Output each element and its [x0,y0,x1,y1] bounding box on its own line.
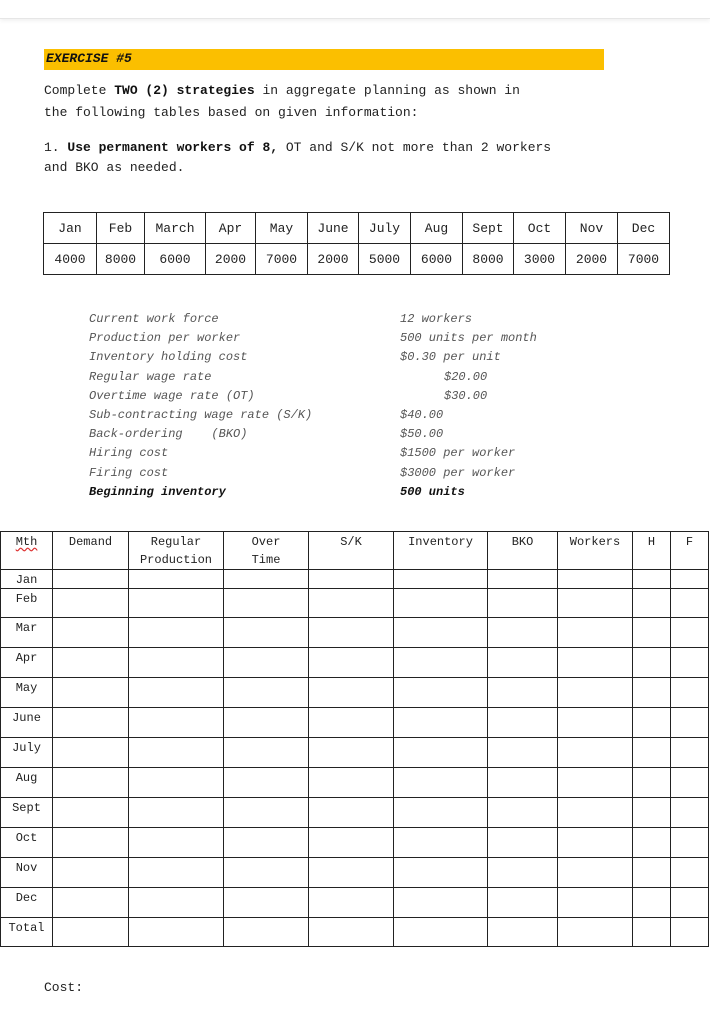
info-label: Inventory holding cost [89,350,248,365]
plan-row-june [1,708,709,738]
demand-value-cell: 6000 [411,244,463,275]
header-f: F [671,532,709,570]
cell[interactable] [309,648,394,678]
demand-value-cell: 2000 [206,244,256,275]
aggregate-plan-table [0,531,709,947]
cell[interactable] [394,589,488,618]
header-bko: BKO [488,532,558,570]
exercise-title: EXERCISE #5 [46,51,132,66]
plan-row-aug [1,768,709,798]
cell[interactable] [129,648,224,678]
demand-month-cell: Apr [206,213,256,244]
cell[interactable] [224,918,309,947]
strategy-line-1 [44,138,551,158]
cell[interactable] [488,738,558,768]
info-value: 500 units per month [400,331,537,346]
demand-value-cell: 7000 [618,244,670,275]
cell[interactable] [309,708,394,738]
cell[interactable] [224,570,309,589]
header-overtime [224,532,309,570]
demand-value-cell: 8000 [97,244,145,275]
info-label: Production per worker [89,331,241,346]
cell[interactable] [671,918,709,947]
cell[interactable] [309,888,394,918]
plan-row-dec [1,888,709,918]
demand-value-cell: 3000 [514,244,566,275]
cell[interactable] [671,828,709,858]
row-month-label: July [1,738,53,768]
cell[interactable] [558,738,633,768]
cell[interactable] [309,798,394,828]
cell[interactable] [309,918,394,947]
cell[interactable] [394,858,488,888]
info-value: 500 units [400,484,465,499]
plan-row-sept [1,798,709,828]
cell[interactable] [558,708,633,738]
cell[interactable] [309,768,394,798]
cell[interactable] [558,570,633,589]
cell[interactable] [309,828,394,858]
cell[interactable] [224,678,309,708]
cell[interactable] [633,918,671,947]
demand-value-cell: 4000 [44,244,97,275]
cell[interactable] [671,738,709,768]
cell[interactable] [558,589,633,618]
cell[interactable] [633,858,671,888]
header-over-line2: Time [251,553,281,567]
plan-row-mar [1,618,709,648]
info-label: Back-ordering (BKO) [89,427,248,442]
info-value: $50.00 [400,427,444,442]
header-demand: Demand [53,532,129,570]
cell[interactable] [671,589,709,618]
row-month-label: Dec [1,888,53,918]
cell[interactable] [633,888,671,918]
cell[interactable] [633,648,671,678]
cell[interactable] [129,678,224,708]
row-total-label: Total [1,918,53,947]
cell[interactable] [394,570,488,589]
demand-month-cell: July [359,213,411,244]
cell[interactable] [558,678,633,708]
cell[interactable] [129,768,224,798]
info-value: $30.00 [444,388,488,403]
row-month-label: June [1,708,53,738]
cell[interactable] [394,918,488,947]
cell[interactable] [558,888,633,918]
strategy-line-2: and BKO as needed. [44,160,185,175]
cell[interactable] [53,768,129,798]
demand-month-cell: Aug [411,213,463,244]
cell[interactable] [633,570,671,589]
demand-month-cell: Sept [463,213,514,244]
intro-line-1 [44,80,520,102]
cell[interactable] [224,828,309,858]
info-value: $0.30 per unit [400,350,501,365]
cell[interactable] [224,738,309,768]
cell[interactable] [488,618,558,648]
row-month-label: Feb [1,589,53,618]
cell[interactable] [488,678,558,708]
cell[interactable] [671,678,709,708]
row-month-label: Aug [1,768,53,798]
row-month-label: Jan [1,570,53,589]
plan-header-row [1,532,709,570]
cell[interactable] [224,888,309,918]
header-inventory: Inventory [394,532,488,570]
plan-row-nov [1,858,709,888]
header-over-line1: Over [251,535,281,549]
info-label: Firing cost [89,465,169,480]
plan-row-apr [1,648,709,678]
cell[interactable] [488,918,558,947]
cell[interactable] [224,858,309,888]
row-month-label: Nov [1,858,53,888]
cell[interactable] [671,648,709,678]
cell[interactable] [671,768,709,798]
cell[interactable] [129,858,224,888]
info-label: Sub-contracting wage rate (S/K) [89,407,313,422]
cell[interactable] [558,768,633,798]
cell[interactable] [53,570,129,589]
row-month-label: Sept [1,798,53,828]
header-regular-line2: Production [139,553,212,567]
cell[interactable] [224,589,309,618]
cell[interactable] [488,589,558,618]
cell[interactable] [53,918,129,947]
cell[interactable] [309,738,394,768]
cell[interactable] [633,589,671,618]
demand-value-row [44,244,670,275]
cell[interactable] [309,589,394,618]
cell[interactable] [488,708,558,738]
header-h: H [633,532,671,570]
cell[interactable] [671,858,709,888]
intro-line-2: the following tables based on given information: [44,105,419,120]
cell[interactable] [394,798,488,828]
cell[interactable] [671,618,709,648]
demand-value-cell: 6000 [145,244,206,275]
demand-month-cell: Dec [618,213,670,244]
cell[interactable] [394,678,488,708]
header-sk: S/K [309,532,394,570]
info-value: $1500 per worker [400,446,516,461]
demand-value-cell: 7000 [256,244,308,275]
cell[interactable] [129,918,224,947]
cell[interactable] [53,648,129,678]
demand-month-row [44,213,670,244]
cell[interactable] [129,738,224,768]
cell[interactable] [394,648,488,678]
cell[interactable] [53,738,129,768]
cell[interactable] [633,798,671,828]
cell[interactable] [129,828,224,858]
header-mth-text: Mth [15,535,38,549]
plan-row-jan [1,570,709,589]
header-regular-production [129,532,224,570]
row-month-label: Oct [1,828,53,858]
cell[interactable] [633,828,671,858]
cell[interactable] [309,678,394,708]
info-label: Beginning inventory [89,484,226,499]
info-label: Regular wage rate [89,369,212,384]
cell[interactable] [671,888,709,918]
info-value: $40.00 [400,407,444,422]
cell[interactable] [129,618,224,648]
demand-value-cell: 2000 [566,244,618,275]
cell[interactable] [309,570,394,589]
cell[interactable] [488,648,558,678]
cell[interactable] [224,708,309,738]
cell[interactable] [633,768,671,798]
cell[interactable] [671,708,709,738]
demand-month-cell: Nov [566,213,618,244]
cell[interactable] [488,570,558,589]
demand-month-cell: May [256,213,308,244]
plan-row-oct [1,828,709,858]
row-month-label: Mar [1,618,53,648]
cell[interactable] [558,798,633,828]
header-workers: Workers [558,532,633,570]
cell[interactable] [394,768,488,798]
cell[interactable] [129,708,224,738]
cell[interactable] [224,618,309,648]
intro-text-a: Complete [44,83,115,98]
cell[interactable] [53,678,129,708]
cost-label: Cost: [44,980,84,995]
cell[interactable] [633,618,671,648]
exercise-title-banner [44,49,604,70]
strategy-number: 1. [44,140,60,155]
cell[interactable] [558,618,633,648]
cell[interactable] [224,768,309,798]
cell[interactable] [671,570,709,589]
top-toolbar-strip [0,0,710,19]
cell[interactable] [633,678,671,708]
info-label: Current work force [89,312,219,326]
header-mth [1,532,53,570]
cell[interactable] [53,589,129,618]
cell[interactable] [53,798,129,828]
cell[interactable] [309,618,394,648]
demand-month-cell: June [308,213,359,244]
cell[interactable] [558,828,633,858]
cell[interactable] [488,828,558,858]
info-value: 12 workers [400,312,473,326]
plan-row-feb [1,589,709,618]
cell[interactable] [558,918,633,947]
plan-row-may [1,678,709,708]
demand-month-cell: Oct [514,213,566,244]
cell[interactable] [488,858,558,888]
plan-row-total [1,918,709,947]
cell[interactable] [129,888,224,918]
demand-value-cell: 2000 [308,244,359,275]
cell[interactable] [53,828,129,858]
cell[interactable] [53,708,129,738]
demand-value-cell: 5000 [359,244,411,275]
info-label: Overtime wage rate (OT) [89,388,255,403]
cell[interactable] [129,798,224,828]
row-month-label: May [1,678,53,708]
info-label: Hiring cost [89,446,169,461]
cell[interactable] [488,888,558,918]
cell[interactable] [394,888,488,918]
cell[interactable] [394,708,488,738]
cell[interactable] [558,648,633,678]
plan-row-july [1,738,709,768]
cell[interactable] [394,828,488,858]
cell[interactable] [394,618,488,648]
header-regular-line1: Regular [150,535,202,549]
demand-value-cell: 8000 [463,244,514,275]
info-value: $20.00 [444,369,488,384]
intro-text-bold: TWO (2) strategies [114,83,255,98]
cell[interactable] [671,798,709,828]
cell[interactable] [633,738,671,768]
demand-month-cell: March [145,213,206,244]
intro-text-c: in aggregate planning as shown in [254,83,520,98]
cell[interactable] [488,768,558,798]
cell[interactable] [633,708,671,738]
cell[interactable] [53,858,129,888]
cell[interactable] [394,738,488,768]
strategy-bold-text: Use permanent workers of 8, [67,140,279,155]
info-value: $3000 per worker [400,465,516,480]
cell[interactable] [309,858,394,888]
demand-month-cell: Feb [97,213,145,244]
cell[interactable] [129,570,224,589]
cell[interactable] [488,798,558,828]
cell[interactable] [224,648,309,678]
monthly-demand-table [43,212,670,275]
cell[interactable] [224,798,309,828]
cell[interactable] [129,589,224,618]
row-month-label: Apr [1,648,53,678]
strategy-rest-text: OT and S/K not more than 2 workers [278,140,552,155]
demand-month-cell: Jan [44,213,97,244]
cell[interactable] [558,858,633,888]
cell[interactable] [53,888,129,918]
cell[interactable] [53,618,129,648]
